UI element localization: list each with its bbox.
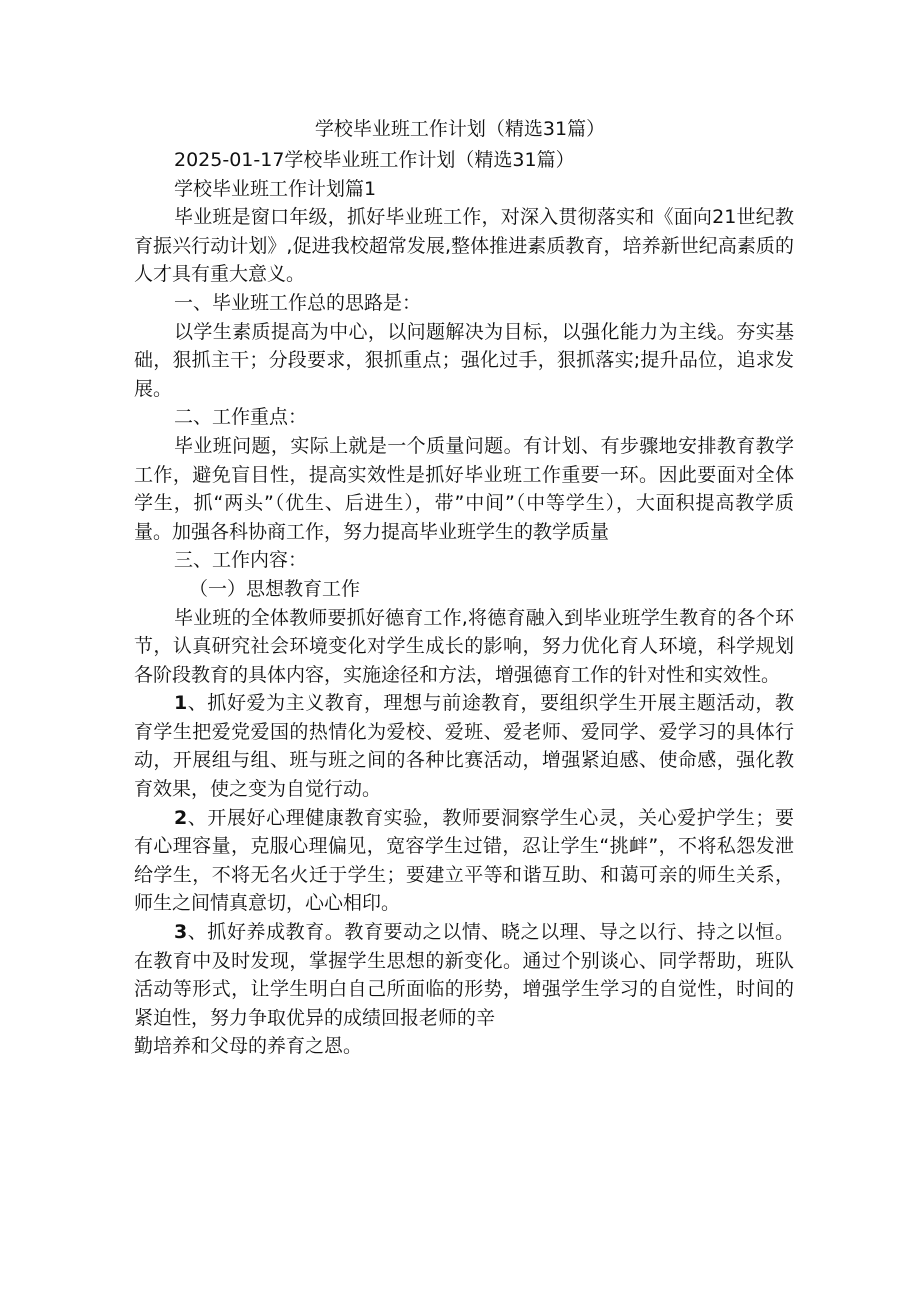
document-body bbox=[134, 146, 794, 1061]
list-item bbox=[134, 918, 794, 1032]
heading-approach: 一、毕业班工作总的思路是： bbox=[174, 291, 422, 314]
paragraph: 毕业班的全体教师要抓好德育工作,将德育融入到毕业班学生教育的各个环节，认真研究社会环境变化对学生成长的影响，努力优化育人环境，科学规划各阶段教育的具体内容，实施途径和方法，增强德育工作的针对性和实效性。 bbox=[134, 606, 794, 686]
paragraph: 毕业班问题，实际上就是一个质量问题。有计划、有步骤地安排教育教学工作，避免盲目性，提高实效性是抓好毕业班工作重要一环。因此要面对全体学生，抓“两头”（优生、后进生），带”中间”（中等学生），大面积提高教学质量。加强各科协商工作，努力提高毕业班学生的教学质量 bbox=[134, 434, 794, 543]
paragraph: 以学生素质提高为中心，以问题解决为目标，以强化能力为主线。夯实基础，狠抓主干；分段要求，狠抓重点；强化过手，狠抓落实;提升品位，追求发展。 bbox=[134, 320, 794, 400]
section-heading: 学校毕业班工作计划篇1 bbox=[174, 177, 377, 200]
list-item bbox=[134, 689, 794, 803]
item-number: 3 bbox=[174, 921, 188, 944]
heading-focus: 二、工作重点： bbox=[174, 406, 308, 429]
last-line: 勤培养和父母的养育之恩。 bbox=[134, 1035, 363, 1058]
heading-content: 三、工作内容： bbox=[174, 549, 308, 572]
item-text: 、抓好爱为主义教育，理想与前途教育，要组织学生开展主题活动，教育学生把爱党爱国的热情化为爱校、爱班、爱老师、爱同学、爱学习的具体行动，开展组与组、班与班之间的各种比赛活动，增强紧迫感、使命感，强化教育效果，使之变为自觉行动。 bbox=[134, 692, 794, 801]
date-line: 2025-01-17学校毕业班工作计划（精选31篇） bbox=[174, 149, 575, 171]
subheading-ideology: （一）思想教育工作 bbox=[189, 577, 361, 600]
item-text: 、抓好养成教育。教育要动之以情、晓之以理、导之以行、持之以恒。在教育中及时发现，掌握学生思想的新变化。通过个别谈心、同学帮助，班队活动等形式，让学生明白自己所面临的形势，增强学生学习的自觉性，时间的紧迫性，努力争取优异的成绩回报老师的辛 bbox=[134, 921, 794, 1029]
item-number: 1 bbox=[174, 692, 188, 715]
document-title: 学校毕业班工作计划（精选31篇） bbox=[314, 118, 606, 140]
item-number: 2 bbox=[174, 806, 188, 829]
paragraph: 毕业班是窗口年级，抓好毕业班工作，对深入贯彻落实和《面向21世纪教育振兴行动计划》,促进我校超常发展,整体推进素质教育，培养新世纪高素质的人才具有重大意义。 bbox=[134, 206, 794, 286]
item-text: 、开展好心理健康教育实验，教师要洞察学生心灵，关心爱护学生；要有心理容量，克服心理偏见，宽容学生过错，忍让学生“挑衅”，不将私怨发泄给学生，不将无名火迁于学生；要建立平等和谐互助、和蔼可亲的师生关系，师生之间情真意切，心心相印。 bbox=[134, 806, 794, 915]
list-item bbox=[134, 804, 794, 918]
